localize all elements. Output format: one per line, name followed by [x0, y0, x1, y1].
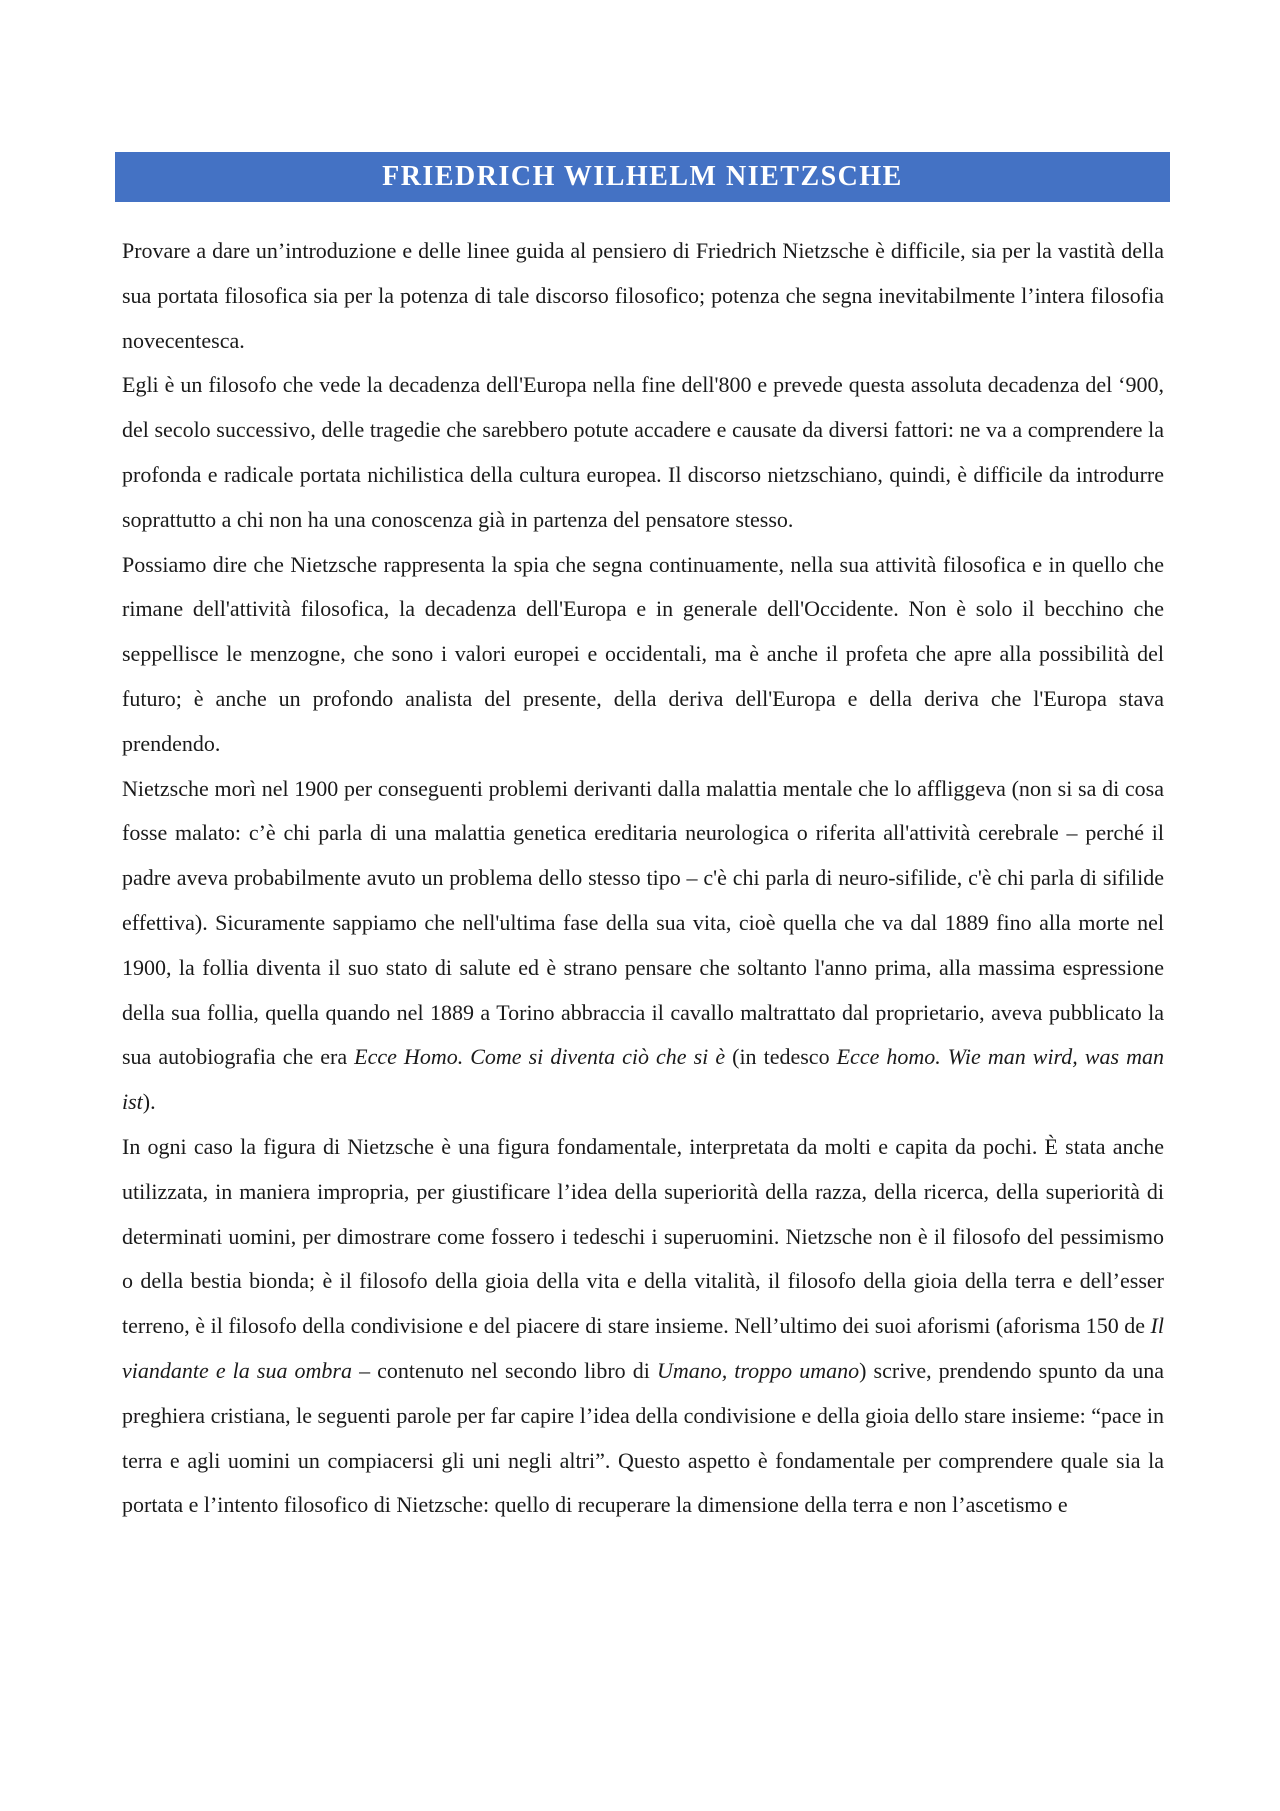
- book-title-ecce-homo: Ecce Homo. Come si diventa ciò che si è: [354, 1044, 726, 1070]
- paragraph-2: Egli è un filosofo che vede la decadenza dell'Europa nella fine dell'800 e prevede questa assoluta decadenza del ‘900, del secolo successivo, delle tragedie che sarebbero potute accadere e causate da diversi fattori: ne va a comprendere la profonda e radicale portata nichilistica della cultura europea. Il discorso nietzschiano, quindi, è difficile da introdurre soprattutto a chi non ha una conoscenza già in partenza del pensatore stesso.: [122, 372, 1164, 532]
- paragraph-5-text: In ogni caso la figura di Nietzsche è una figura fondamentale, interpretata da molti e capita da pochi. È stata anche utilizzata, in maniera impropria, per giustificare l’idea della superiorità della razza, della ricerca, della superiorità di determinati uomini, per dimostrare come fossero i tedeschi i superuomini. Nietzsche non è il filosofo del pessimismo o della bestia bionda; è il filosofo della gioia della vita e della vitalità, il filosofo della gioia della terra e dell’esser terreno, è il filosofo della condivisione e del piacere di stare insieme. Nell’ultimo dei suoi aforismi (aforisma 150 de: [122, 1133, 1164, 1339]
- book-title-viandante: Il viandante e la sua ombra: [122, 1313, 1164, 1383]
- paragraph-5-text: ) scrive, prendendo spunto da una preghiera cristiana, le seguenti parole per far capire l’idea della condivisione e della gioia dello stare insieme: “pace in terra e agli uomini un compiacersi gli uni negli altri”. Questo aspetto è fondamentale per comprendere quale sia la portata e l’intento filosofico di Nietzsche: quello di recuperare la dimensione della terra e non l’ascetismo e: [122, 1357, 1164, 1518]
- paragraph-4-text: Nietzsche morì nel 1900 per conseguenti problemi derivanti dalla malattia mentale che lo affliggeva (non si sa di cosa fosse malato: c’è chi parla di una malattia genetica ereditaria neurologica o riferita all'attività cerebrale – perché il padre aveva probabilmente avuto un problema dello stesso tipo – c'è chi parla di neuro-sifilide, c'è chi parla di sifilide effettiva). Sicuramente sappiamo che nell'ultima fase della sua vita, cioè quella che va dal 1889 fino alla morte nel 1900, la follia diventa il suo stato di salute ed è strano pensare che soltanto l'anno prima, alla massima espressione della sua follia, quella quando nel 1889 a Torino abbraccia il cavallo maltrattato dal proprietario, aveva pubblicato la sua autobiografia che era: [122, 775, 1164, 1070]
- paragraph-3: Possiamo dire che Nietzsche rappresenta la spia che segna continuamente, nella sua attività filosofica e in quello che rimane dell'attività filosofica, la decadenza dell'Europa e in generale dell'Occidente. Non è solo il becchino che seppellisce le menzogne, che sono i valori europei e occidentali, ma è anche il profeta che apre alla possibilità del futuro; è anche un profondo analista del presente, della deriva dell'Europa e della deriva che l'Europa stava prendendo.: [122, 551, 1164, 756]
- paragraph-4-text: ).: [142, 1089, 156, 1115]
- paragraph-4: [122, 767, 1164, 1125]
- book-title-umano: Umano, troppo umano: [656, 1357, 860, 1383]
- paragraph-1: Provare a dare un’introduzione e delle linee guida al pensiero di Friedrich Nietzsche è difficile, sia per la vastità della sua portata filosofica sia per la potenza di tale discorso filosofico; potenza che segna inevitabilmente l’intera filosofia novecentesca.: [122, 238, 1164, 353]
- document-body: [122, 229, 1164, 1528]
- document-title: FRIEDRICH WILHELM NIETZSCHE: [382, 161, 903, 192]
- paragraph-4-text: (in tedesco: [725, 1044, 837, 1070]
- book-title-german: Ecce homo. Wie man wird, was man ist: [122, 1044, 1164, 1115]
- paragraph-5: [122, 1125, 1164, 1528]
- paragraph-5-text: – contenuto nel secondo libro di: [351, 1357, 657, 1383]
- title-banner: [115, 152, 1170, 202]
